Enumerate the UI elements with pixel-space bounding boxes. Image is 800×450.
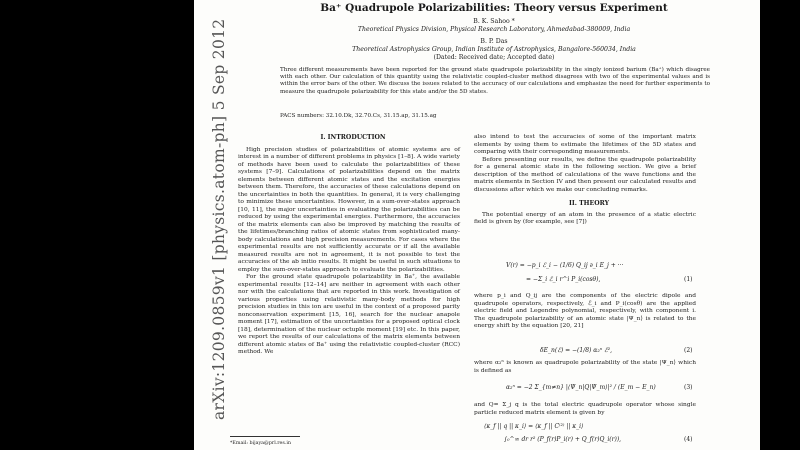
theory-paragraph-4: and Q= Σ_j q is the total electric quadrupole operator whose single particle reduced matrix element is given by <box>474 402 696 416</box>
right-paragraph-0: also intend to test the accuracies of some of the important matrix elements by using them to estimate the lifetimes of the 5D states and comparing with their corresponding measurements. <box>474 134 696 155</box>
abstract: Three different measurements have been reported for the ground state quadrupole polarizability in the singly ionized barium (Ba⁺) which disagree with each other. Our calculation of this quantity using the relativistic coupled-cluster method disagrees with two of the experimental values and is within the error bars of the other. We discuss the issues related to the accuracy of our calculations and emphasize the need for further experiments to measure the quadrupole polarizability for this state and/or the 5D states. <box>280 67 710 95</box>
author-1: B. K. Sahoo * <box>473 18 515 25</box>
equation-3: α₂ⁿ = −2 Σ_{m≠n} |⟨Ψ_n|Q|Ψ_m⟩|² / (E_m − E_n) <box>506 384 656 391</box>
author-2: B. P. Das <box>480 38 508 45</box>
affiliation-2: Theoretical Astrophysics Group, Indian Institute of Astrophysics, Bangalore-560034, India <box>352 46 636 53</box>
paper-page <box>194 0 760 450</box>
right-column <box>474 134 696 227</box>
affiliation-1: Theoretical Physics Division, Physical Research Laboratory, Ahmedabad-380009, India <box>357 26 631 33</box>
intro-paragraph-1: High precision studies of polarizabilities of atomic systems are of interest in a number of different problems in physics [1–8]. A wide variety of methods have been used to calculate the polarizabilities of these systems [7–9]. Calculations of polarizabilities depend on the matrix elements between different atomic states and the excitation energies between them. Therefore, the accuracies of these calculations depend on the uncertainties in both the quantities. In general, it is very challenging to minimize these uncertainties. However, in a sum-over-states approach [10, 11], the major uncertainties in evaluating the polarizabilities can be reduced by using the experimental energies. Furthermore, the accuracies of the matrix elements can also be improved by matching the results of the lifetimes/branching ratios of atomic states from sophisticated many-body calculations and high precision measurements. For cases where the experimental results are not sufficiently accurate or if all the available measured results are not in agreement, it is not possible to test the accuracies of the ab initio results. It might be useful in such situations to employ the sum-over-states approach to evaluate the polarizabilities. <box>238 146 460 273</box>
equation-4a: ⟨κ_f || q || κ_i⟩ = ⟨κ_f || C⁽²⁾ || κ_i⟩ <box>484 423 584 430</box>
footnote-email: *Email: bijaya@prl.res.in <box>230 441 292 446</box>
theory-paragraph-1: The potential energy of an atom in the presence of a static electric field is given by (for example, see [7]) <box>474 211 696 225</box>
footnote-rule <box>230 436 300 437</box>
equation-2-number: (2) <box>684 347 693 354</box>
equation-1a: V(r) = −p_i ℰ_i − (1/6) Q_ij ∂_i E_j + ··· <box>506 262 624 269</box>
theory-paragraph-2-box <box>474 293 696 331</box>
equation-1-number: (1) <box>684 276 693 283</box>
theory-paragraph-3-box <box>474 360 696 375</box>
section-heading-theory: II. THEORY <box>568 200 610 207</box>
equation-4b: ∫₀^∞ dr r² (P_f(r)P_i(r) + Q_f(r)Q_i(r)), <box>504 436 622 443</box>
theory-paragraph-4-box <box>474 402 696 417</box>
equation-2: δE_n(ℰ) = −(1/8) α₂ⁿ ℰ², <box>540 347 613 354</box>
equation-3-number: (3) <box>684 384 693 391</box>
theory-paragraph-3: where α₂ⁿ is known as quadrupole polarizability of the state |Ψ_n⟩ which is defined as <box>474 360 696 374</box>
pacs-numbers: PACS numbers: 32.10.Dk, 32.70.Cs, 31.15.ap, 31.15.ag <box>280 113 437 119</box>
paper-title: Ba⁺ Quadrupole Polarizabilities: Theory versus Experiment <box>320 2 668 14</box>
section-heading-introduction: I. INTRODUCTION <box>320 134 386 141</box>
equation-4-number: (4) <box>684 436 693 443</box>
dated-line: (Dated: Received date; Accepted date) <box>433 54 555 61</box>
intro-paragraph-2: For the ground state quadrupole polarizability in Ba⁺, the available experimental results [12–14] are neither in agreement with each other nor with the calculations that are reported in this work. Investigation of various properties using relativistic many-body methods for high precision studies in this ion are useful in the context of a proposed parity nonconservation experiment [15, 16], search for the nuclear anapole moment [17], estimation of the uncertainties for a proposed optical clock [18], determination of the nuclear octuple moment [19] etc. In this paper, we report the results of our calculations of the matrix elements between different atomic states of Ba⁺ using the relativistic coupled-cluster (RCC) method. We <box>238 274 460 355</box>
right-paragraph-1: Before presenting our results, we define the quadrupole polarizability for a general atomic state in the following section. We give a brief description of the method of calculations of the wave functions and the matrix elements in Section IV and then present our calculated results and discussions after which we make our concluding remarks. <box>474 156 696 193</box>
theory-paragraph-2: where p_i and Q_ij are the components of the electric dipole and quadrupole operators, respectively, ℰ_i and P_i(cosθ) are the applied electric field and Legendre polynomial, respectively, with component i. The quadrupole polarizability of an atomic state |Ψ_n⟩ is related to the energy shift by the equation [20, 21] <box>474 293 696 329</box>
arxiv-identifier: arXiv:1209.0859v1 [physics.atom-ph] 5 Sep 2012 <box>210 18 228 420</box>
equation-1b: = −Σ_i ℰ_i r^i P_i(cosθ), <box>526 276 601 283</box>
left-column <box>238 134 460 357</box>
